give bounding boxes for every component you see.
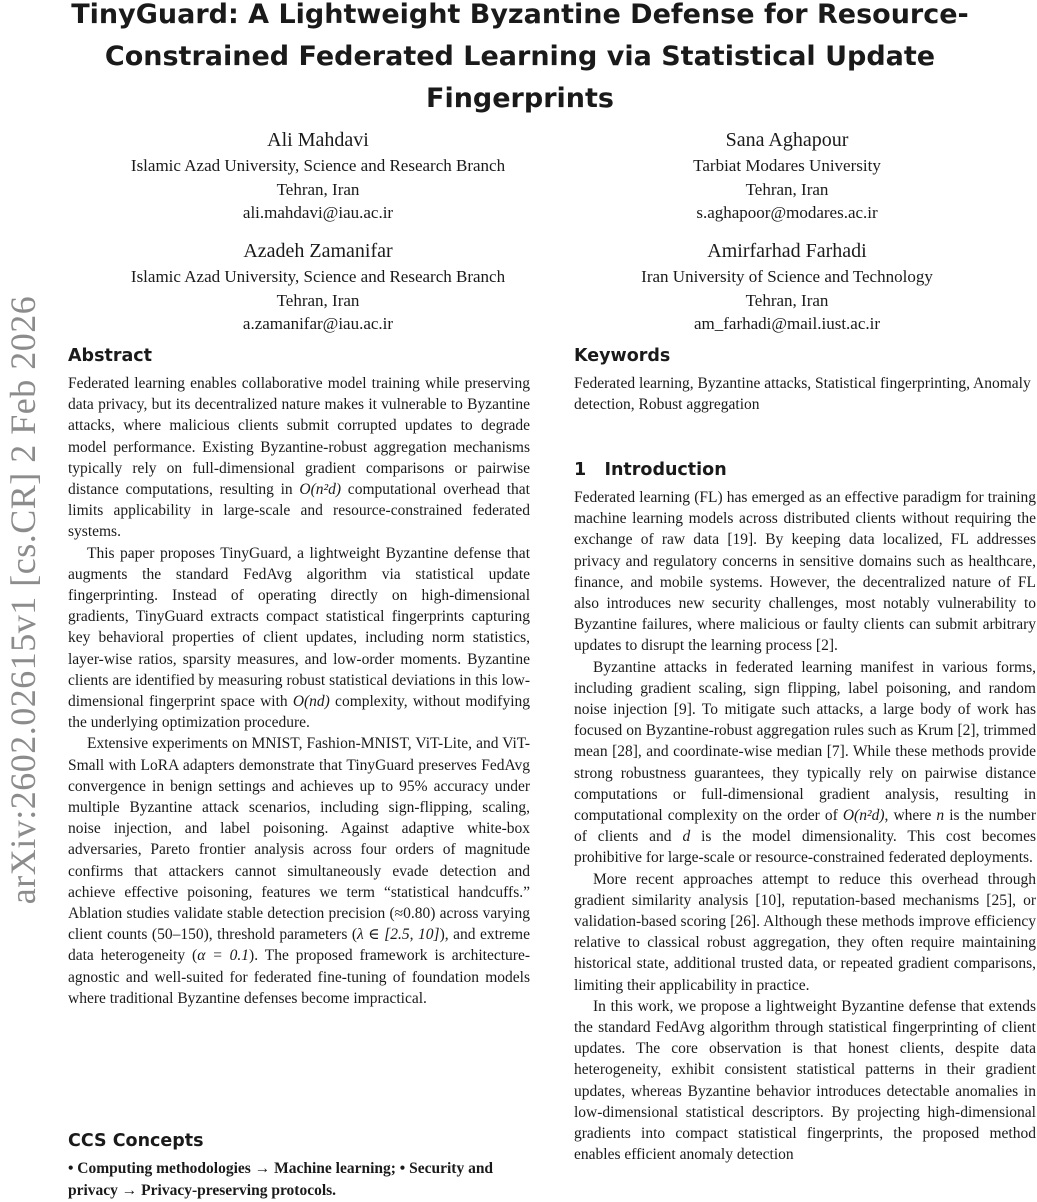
author-email: s.aghapoor@modares.ac.ir xyxy=(696,203,878,222)
author-name: Azadeh Zamanifar xyxy=(243,240,393,262)
author-affiliation: Iran University of Science and Technology xyxy=(641,267,933,286)
author-location: Tehran, Iran xyxy=(745,179,829,199)
abstract-paragraph: Extensive experiments on MNIST, Fashion-MNIST, ViT-Lite, and ViT-Small with LoRA adapters demonstrate that TinyGuard preserves FedAvg convergence in benign settings and achieves up to 95% accuracy under multiple Byzantine attack scenarios, including sign-flipping, scaling, noise injection, and label poisoning. Against adaptive white-box adversaries, Pareto frontier analysis across four orders of magnitude confirms that attackers cannot simultaneously evade detection and achieve effective poisoning, features we term “statistical handcuffs.” Ablation studies validate stable detection precision (≈0.80) across varying client counts (50–150), threshold parameters (λ ∈ [2.5, 10]), and extreme data heterogeneity (α = 0.1). The proposed framework is architecture-agnostic and well-suited for federated fine-tuning of foundation models where traditional Byzantine defenses become impractical. xyxy=(68,735,531,1007)
author-block xyxy=(527,126,1037,225)
intro-paragraph: In this work, we propose a lightweight Byzantine defense that extends the standard FedAvg algorithm through statistical fingerprinting of client updates. The core observation is that honest clients, despite data heterogeneity, exhibit consistent statistical patterns in their gradient updates, whereas Byzantine behavior introduces detectable anomalies in low-dimensional statistical descriptors. By projecting high-dimensional gradients into compact statistical fingerprints, the proposed method enables efficient anomaly detection xyxy=(574,997,1036,1164)
author-email: a.zamanifar@iau.ac.ir xyxy=(242,314,394,333)
introduction-heading: 1 Introduction xyxy=(574,460,727,480)
introduction-body xyxy=(574,487,1036,1166)
abstract-body xyxy=(68,373,530,1009)
author-block xyxy=(527,237,1037,336)
author-affiliation: Islamic Azad University, Science and Research Branch xyxy=(130,156,506,175)
intro-paragraph: Byzantine attacks in federated learning manifest in various forms, including gradient scaling, sign flipping, label poisoning, and random noise injection [9]. To mitigate such attacks, a large body of work has focused on Byzantine-robust aggregation rules such as Krum [2], trimmed mean [28], and coordinate-wise median [7]. While these methods provide strong robustness guarantees, they typically rely on pairwise distance computations or full-dimensional gradient analysis, resulting in computational complexity on the order of O(n²d), where n is the number of clients and d is the model dimensionality. This cost becomes prohibitive for large-scale or resource-constrained federated deployments. xyxy=(574,658,1036,867)
abstract-paragraph: Federated learning enables collaborative model training while preserving data privacy, but its decentralized nature makes it vulnerable to Byzantine attacks, where malicious clients submit corrupted updates to degrade model performance. Existing Byzantine-robust aggregation mechanisms typically rely on full-dimensional gradient comparisons or pairwise distance computations, resulting in O(n²d) computational overhead that limits applicability in large-scale and resource-constrained federated systems. xyxy=(68,375,530,541)
author-block xyxy=(58,126,578,225)
author-name: Amirfarhad Farhadi xyxy=(707,240,867,262)
author-location: Tehran, Iran xyxy=(276,290,360,310)
author-affiliation: Tarbiat Modares University xyxy=(693,156,881,175)
author-name: Ali Mahdavi xyxy=(267,129,369,151)
author-location: Tehran, Iran xyxy=(276,179,360,199)
author-affiliation: Islamic Azad University, Science and Research Branch xyxy=(130,267,506,286)
author-name: Sana Aghapour xyxy=(725,129,849,151)
author-email: am_farhadi@mail.iust.ac.ir xyxy=(693,314,881,333)
paper-title: TinyGuard: A Lightweight Byzantine Defense for Resource-Constrained Federated Learning via Statistical Update Fingerprints xyxy=(71,0,969,114)
intro-paragraph: More recent approaches attempt to reduce this overhead through gradient similarity analysis [10], reputation-based mechanisms [25], or validation-based scoring [26]. Although these methods improve efficiency relative to classical robust aggregation, they often require maintaining historical state, additional trusted data, or repeated gradient comparisons, limiting their applicability in practice. xyxy=(574,870,1036,994)
keywords-heading: Keywords xyxy=(574,346,671,366)
abstract-heading: Abstract xyxy=(68,346,153,366)
abstract-paragraph: This paper proposes TinyGuard, a lightweight Byzantine defense that augments the standard FedAvg algorithm via statistical update fingerprinting. Instead of operating directly on high-dimensional gradients, TinyGuard extracts compact statistical fingerprints capturing key behavioral properties of client updates, including norm statistics, layer-wise ratios, sparsity measures, and low-order moments. Byzantine clients are identified by measuring robust statistical deviations in this low-dimensional fingerprint space with O(nd) complexity, without modifying the underlying optimization procedure. xyxy=(68,544,531,732)
intro-paragraph: Federated learning (FL) has emerged as an effective paradigm for training machine learning models across distributed clients without requiring the exchange of raw data [19]. By keeping data localized, FL addresses privacy and regulatory concerns in sensitive domains such as healthcare, finance, and mobile systems. However, the decentralized nature of FL also introduces new security challenges, most notably vulnerability to Byzantine failures, where malicious or faulty clients can submit arbitrary updates to disrupt the learning process [2]. xyxy=(574,489,1036,655)
arxiv-identifier: arXiv:2602.02615v1 [cs.CR] 2 Feb 2026 xyxy=(3,295,43,905)
ccs-heading: CCS Concepts xyxy=(68,1131,204,1151)
author-block xyxy=(58,237,578,336)
author-location: Tehran, Iran xyxy=(745,290,829,310)
keywords-list: Federated learning, Byzantine attacks, Statistical fingerprinting, Anomaly detection, Robust aggregation xyxy=(574,375,1031,414)
author-email: ali.mahdavi@iau.ac.ir xyxy=(242,203,394,222)
ccs-concepts: • Computing methodologies → Machine learning; • Security and privacy → Privacy-preserving protocols. xyxy=(68,1160,494,1199)
